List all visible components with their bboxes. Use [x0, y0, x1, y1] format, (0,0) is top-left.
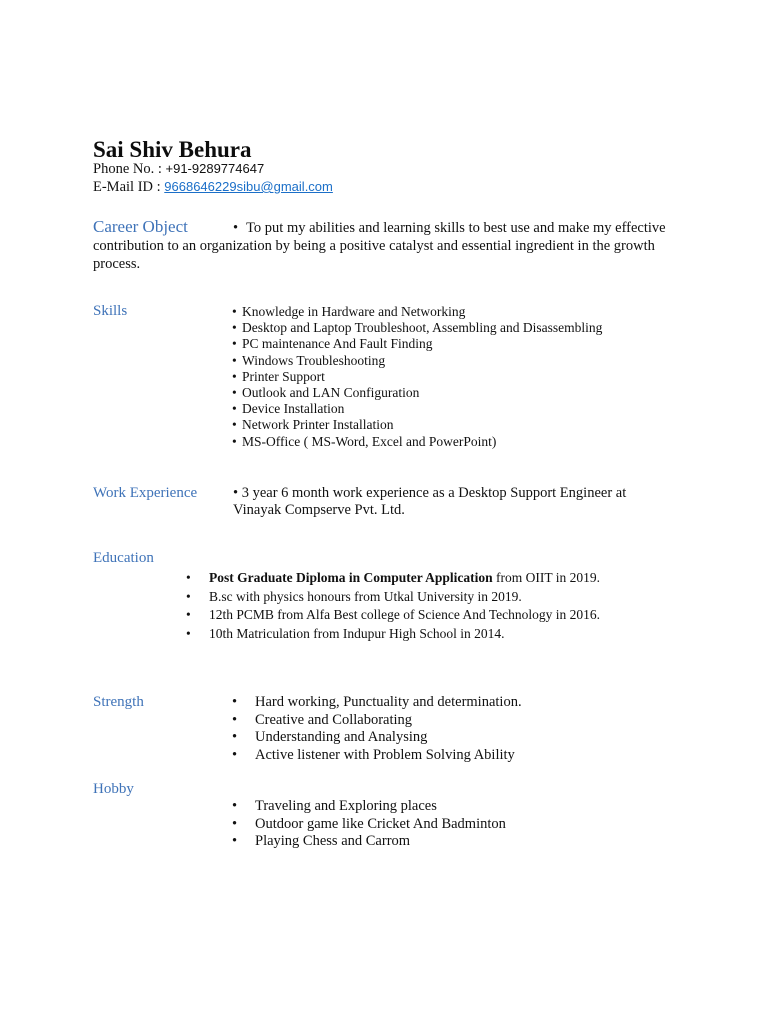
- email-label: E-Mail ID :: [93, 179, 165, 195]
- list-item: • 10th Matriculation from Indupur High School in 2014.: [186, 625, 656, 644]
- work-experience-detail: 3 year 6 month work experience as a Desktop Support Engineer at Vinayak Compserve Pvt. Ltd.: [233, 485, 627, 518]
- list-item: • Network Printer Installation: [232, 417, 602, 433]
- phone-label: Phone No. :: [93, 161, 166, 177]
- list-item: • Playing Chess and Carrom: [232, 833, 506, 851]
- list-item: • 12th PCMB from Alfa Best college of Science And Technology in 2016.: [186, 606, 656, 625]
- list-item: • Printer Support: [232, 369, 602, 385]
- list-item: • B.sc with physics honours from Utkal University in 2019.: [186, 588, 656, 607]
- work-experience-heading: Work Experience: [93, 485, 198, 501]
- list-item: • PC maintenance And Fault Finding: [232, 336, 602, 352]
- skills-list: [232, 304, 602, 450]
- list-item: [186, 569, 656, 588]
- list-item: • Creative and Collaborating: [232, 712, 522, 730]
- phone-value: +91-9289774647: [165, 161, 265, 176]
- hobby-list: [232, 798, 506, 851]
- email-line: [93, 179, 333, 196]
- email-link[interactable]: 9668646229sibu@gmail.com: [164, 179, 333, 194]
- work-experience-text: [233, 485, 673, 519]
- list-item: • MS-Office ( MS-Word, Excel and PowerPoint): [232, 434, 602, 450]
- list-item: • Understanding and Analysing: [232, 729, 522, 747]
- skills-heading: Skills: [93, 303, 128, 319]
- career-objective-text: To put my abilities and learning skills to best use and make my effective contribution to an organization by being a positive catalyst and essential ingredient in the growth process.: [93, 220, 666, 272]
- education-degree-detail: from OIIT in 2019.: [492, 570, 601, 585]
- education-heading: Education: [93, 550, 154, 566]
- career-objective-section: [93, 218, 683, 273]
- list-item: • Outlook and LAN Configuration: [232, 385, 602, 401]
- candidate-name: Sai Shiv Behura: [93, 137, 252, 162]
- bullet-icon: •: [233, 220, 239, 236]
- list-item: • Hard working, Punctuality and determination.: [232, 694, 522, 712]
- list-item: • Knowledge in Hardware and Networking: [232, 304, 602, 320]
- strength-heading: Strength: [93, 694, 144, 710]
- list-item: • Outdoor game like Cricket And Badminton: [232, 816, 506, 834]
- list-item: • Desktop and Laptop Troubleshoot, Assembling and Disassembling: [232, 320, 602, 336]
- list-item: • Active listener with Problem Solving Ability: [232, 747, 522, 765]
- hobby-heading: Hobby: [93, 781, 134, 797]
- education-list: [186, 569, 656, 643]
- phone-line: [93, 161, 264, 178]
- bullet-icon: •: [233, 485, 242, 501]
- list-item: • Traveling and Exploring places: [232, 798, 506, 816]
- list-item: • Device Installation: [232, 401, 602, 417]
- strength-list: [232, 694, 522, 765]
- list-item: • Windows Troubleshooting: [232, 353, 602, 369]
- career-objective-heading: Career Object: [93, 217, 188, 236]
- education-degree: Post Graduate Diploma in Computer Application: [209, 570, 493, 585]
